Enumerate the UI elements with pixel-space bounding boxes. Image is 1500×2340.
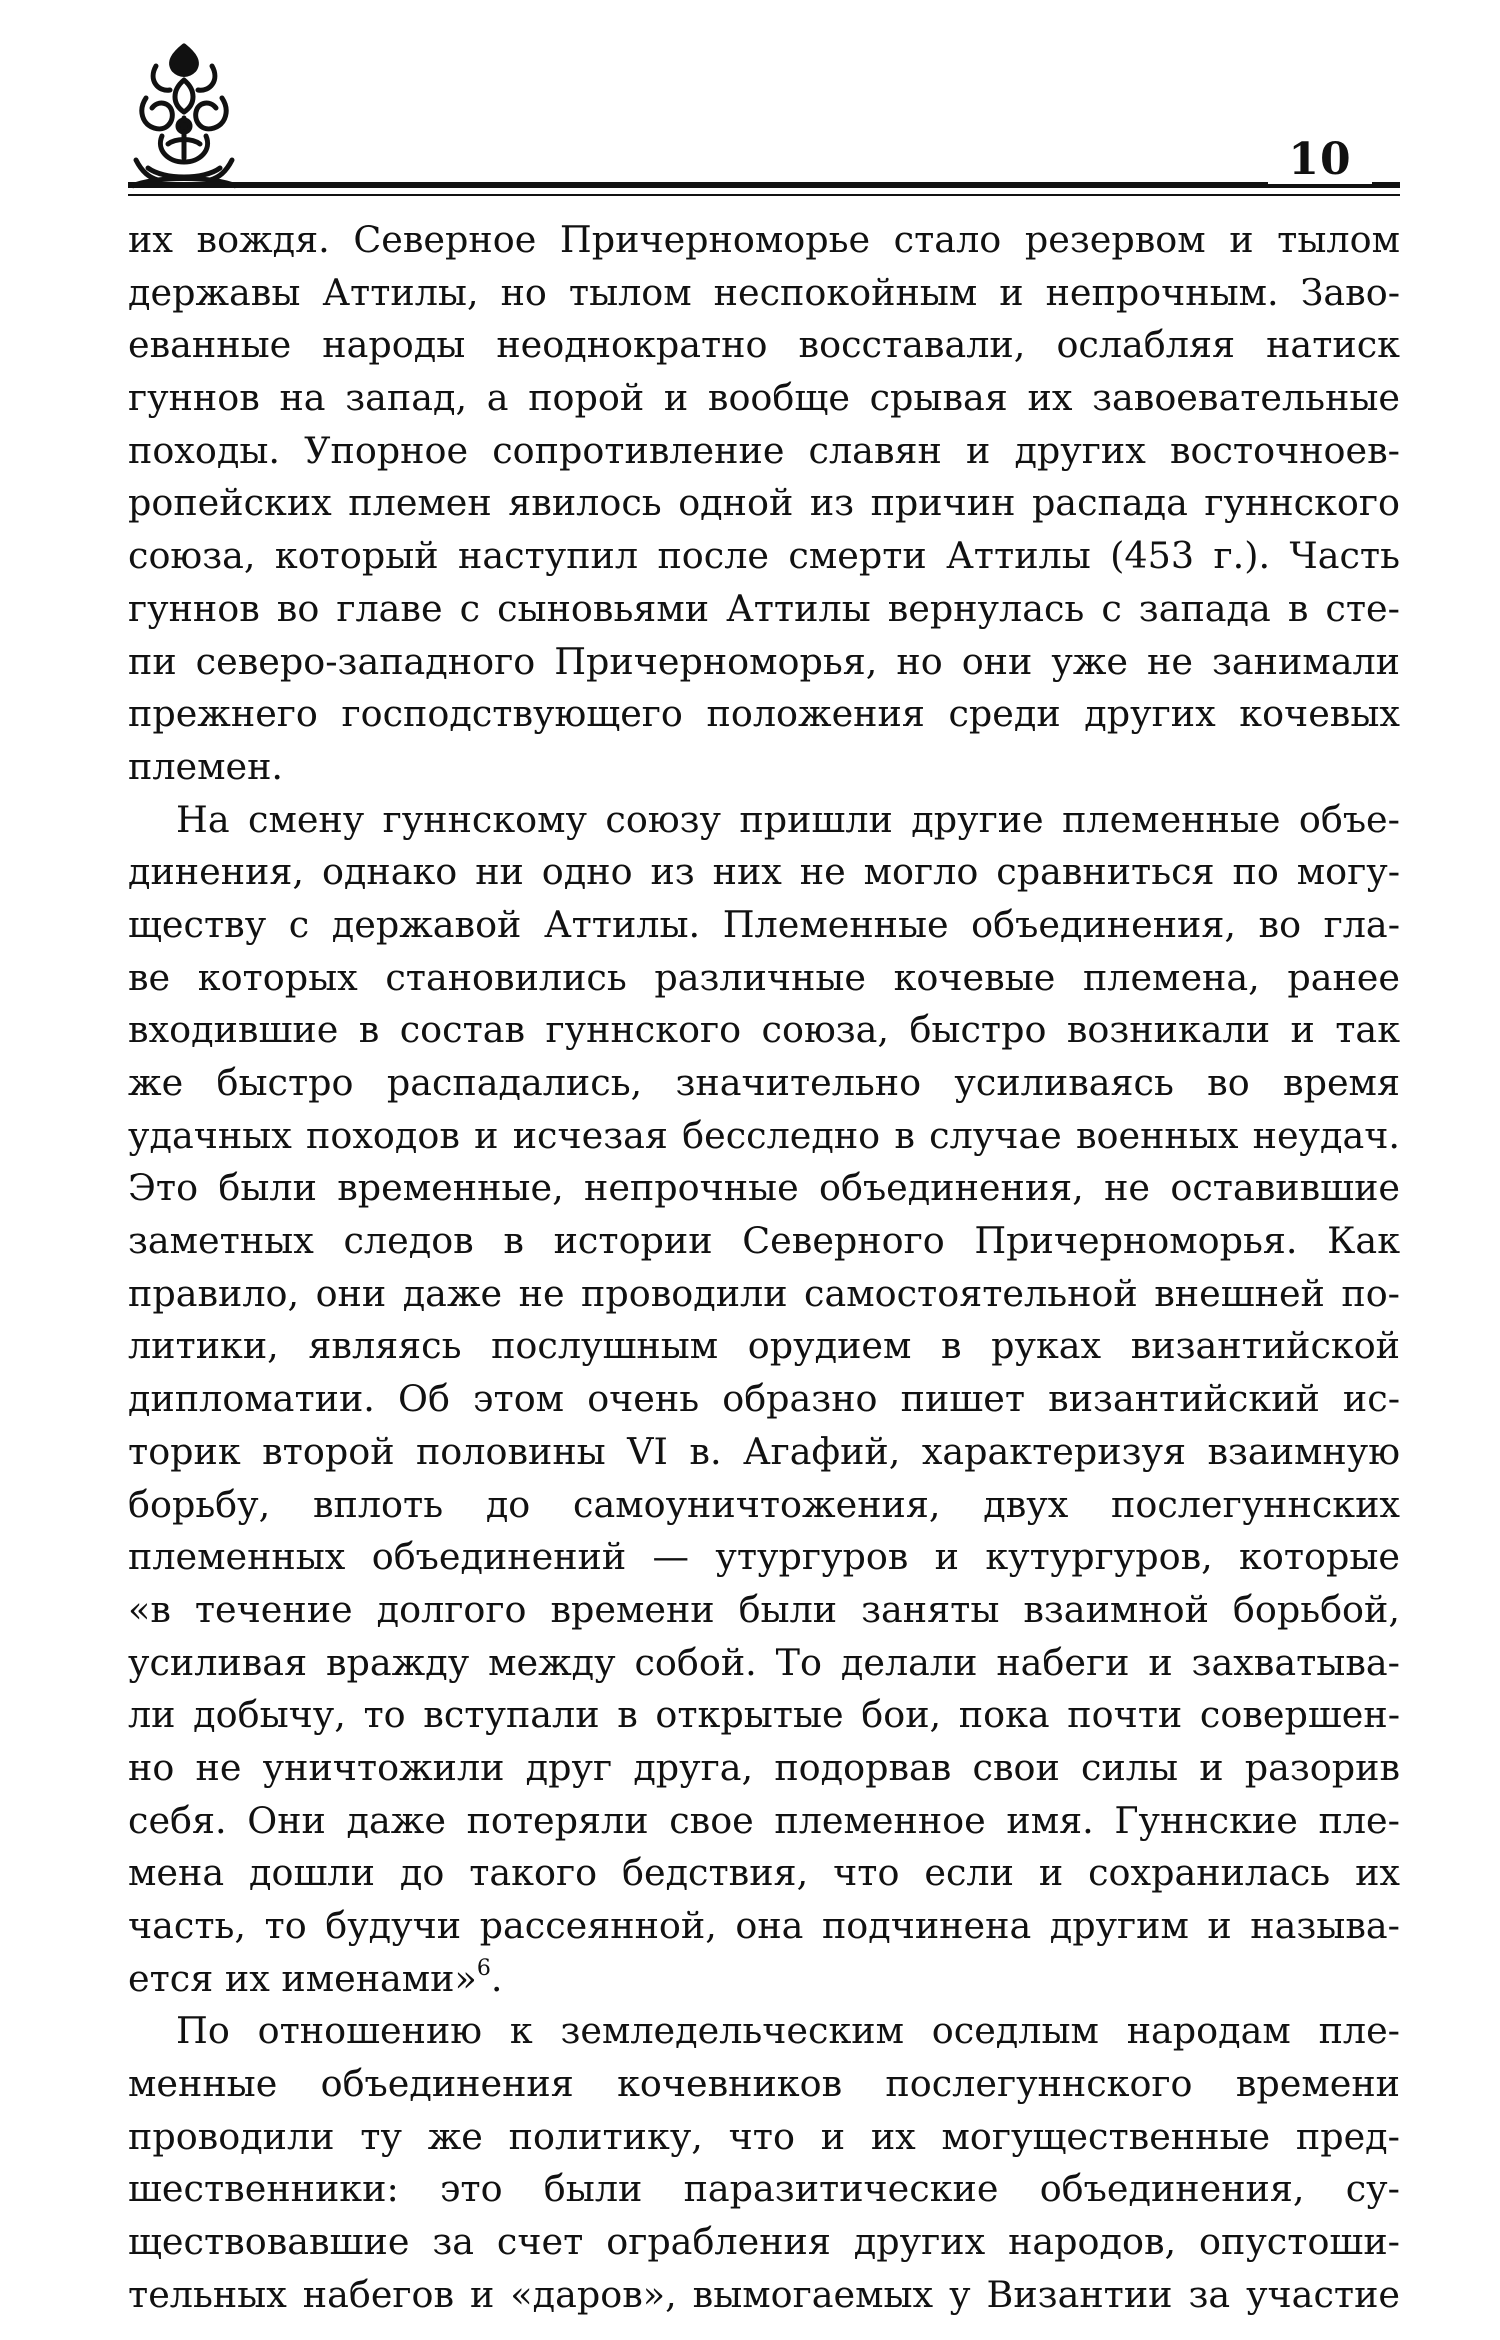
text-line: ве которых становились различные кочевые племена, ранее [128,955,1400,999]
text-line: союза, который наступил после смерти Аттилы (453 г.). Часть [128,534,1400,578]
text-line-with-footnote [128,1953,1400,2006]
text-line: же быстро распадались, значительно усиливаясь во время [128,1061,1400,1104]
text-line: менные объединения кочевников послегуннского времени [128,2062,1400,2106]
text-line: литики, являясь послушным орудием в руках византийской [128,1324,1400,1368]
text-line: правило, они даже не проводили самостоятельной внешней по- [128,1271,1400,1315]
text-line: удачных походов и исчезая бесследно в случае военных неудач. [128,1113,1400,1157]
text-line: ли добычу, то вступали в открытые бои, пока почти совершен- [128,1693,1400,1737]
text-line: Это были временные, непрочные объединения, не оставившие [128,1166,1400,1210]
text-line: себя. Они даже потеряли свое племенное имя. Гуннские пле- [128,1798,1400,1842]
text-line: гуннов на запад, а порой и вообще срывая их завоевательные [128,376,1400,420]
page-number: 10 [1268,136,1372,184]
paragraph-3 [128,2005,1400,2321]
text-line: заметных следов в истории Северного Причерноморья. Как [128,1219,1400,1263]
text-line: походы. Упорное сопротивление славян и других восточноев- [128,428,1400,472]
text-line: шественники: это были паразитические объединения, су- [128,2167,1400,2211]
paragraph-2 [128,794,1400,2006]
text-line: мена дошли до такого бедствия, что если и сохранилась их [128,1851,1400,1895]
text-line: входившие в состав гуннского союза, быстро возникали и так [128,1008,1400,1052]
text-line: прежнего господствующего положения среди других кочевых [128,692,1400,736]
text-line: племен. [128,744,284,788]
quote-end-text: ется их именами» [128,1956,477,2000]
text-line: торик второй половины VI в. Агафий, характеризуя взаимную [128,1429,1400,1473]
text-line: племенных объединений — утургуров и кутургуров, которые [128,1535,1400,1579]
text-line: дипломатии. Об этом очень образно пишет византийский ис- [128,1377,1400,1421]
footnote-reference[interactable]: 6 [476,1955,491,1981]
page-header [128,40,1400,202]
text-line: борьбу, вплоть до самоуничтожения, двух послегуннских [128,1482,1400,1526]
text-line: державы Аттилы, но тылом неспокойным и непрочным. Заво- [128,270,1400,314]
text-line: проводили ту же политику, что и их могущественные пред- [128,2114,1400,2158]
text-line: часть, то будучи рассеянной, она подчинена другим и называ- [128,1904,1400,1947]
header-rule-thick [128,182,1400,188]
text-line: пи северо-западного Причерноморья, но они уже не занимали [128,639,1400,683]
body-text [128,214,1400,2322]
text-line: тельных набегов и «даров», вымогаемых у Византии за участие [128,2272,1400,2316]
text-line: гуннов во главе с сыновьями Аттилы вернулась с запада в сте- [128,586,1400,630]
paragraph-1 [128,214,1400,794]
text-line: По отношению к земледельческим оседлым народам пле- [176,2009,1400,2053]
text-line: еванные народы неоднократно восставали, ослабляя натиск [128,323,1400,367]
text-line: «в течение долгого времени были заняты взаимной борьбой, [128,1587,1400,1631]
text-line: ществу с державой Аттилы. Племенные объединения, во гла- [128,902,1400,946]
text-line: ществовавшие за счет ограбления других народов, опустоши- [128,2220,1400,2264]
text-line: но не уничтожили друг друга, подорвав свои силы и разорив [128,1745,1400,1789]
text-line: усиливая вражду между собой. То делали набеги и захватыва- [128,1640,1400,1684]
text-line: На смену гуннскому союзу пришли другие племенные объе- [176,797,1400,841]
text-line: динения, однако ни одно из них не могло сравниться по могу- [128,850,1400,894]
text-line: ропейских племен явилось одной из причин распада гуннского [128,481,1400,525]
sentence-end: . [490,1956,503,2000]
text-line: их вождя. Северное Причерноморье стало резервом и тылом [128,218,1400,261]
header-rule-thin [128,194,1400,196]
celtic-knot-ornament-icon [128,40,240,200]
